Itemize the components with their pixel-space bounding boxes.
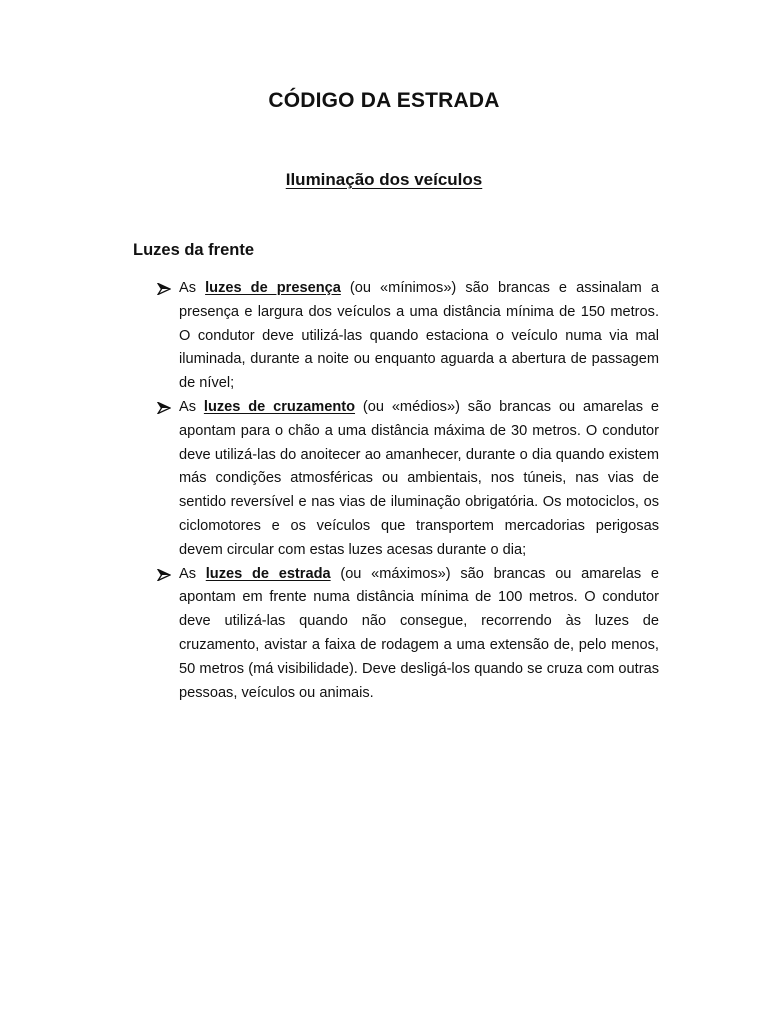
- arrowhead-bullet-icon: [157, 402, 171, 414]
- bullet-prefix: As: [179, 280, 206, 296]
- bullet-text: (ou «máximos») são brancas ou amarelas e apontam em frente numa distância mínima de 100 metros. O condutor deve utilizá-las quando não consegue, recorrendo às luzes de cruzamento, avistar a faixa de rodagem a uma extensão de, pelo menos, 50 metros (má visibilidade). Deve desligá-los quando se cruza com outras pessoas, veículos ou animais.: [179, 565, 659, 701]
- bullet-prefix: As: [179, 565, 206, 582]
- bullet-item-estrada: [155, 563, 659, 706]
- arrowhead-bullet-icon: [157, 569, 171, 581]
- term-luzes-de-estrada: luzes de estrada: [205, 565, 331, 582]
- document-subtitle: Iluminação dos veículos: [285, 170, 483, 189]
- bullet-list: [155, 277, 659, 705]
- term-luzes-de-presenca: luzes de presença: [205, 280, 341, 296]
- document-title: CÓDIGO DA ESTRADA: [268, 89, 500, 112]
- arrowhead-bullet-icon: [157, 283, 171, 295]
- bullet-text: (ou «mínimos») são brancas e assinalam a presença e largura dos veículos a uma distância mínima de 150 metros. O condutor deve utilizá-las quando estaciona o veículo numa via mal iluminada, durante a noite ou enquanto aguarda a abertura de passagem de nível;: [179, 280, 659, 392]
- bullet-prefix: As: [179, 398, 204, 415]
- term-luzes-de-cruzamento: luzes de cruzamento: [203, 398, 356, 415]
- bullet-item-cruzamento: [155, 396, 659, 563]
- bullet-text: (ou «médios») são brancas ou amarelas e apontam para o chão a uma distância máxima de 30 metros. O condutor deve utilizá-las do anoitecer ao amanhecer, durante o dia quando existem más condições atmosféricas ou ambientais, nos túneis, nas vias de sentido reversível e nas vias de iluminação obrigatória. Os motociclos, os ciclomotores e os veículos que transportem mercadorias perigosas devem circular com estas luzes acesas durante o dia;: [179, 398, 660, 558]
- bullet-item-presenca: [155, 277, 659, 396]
- section-heading: Luzes da frente: [133, 241, 255, 259]
